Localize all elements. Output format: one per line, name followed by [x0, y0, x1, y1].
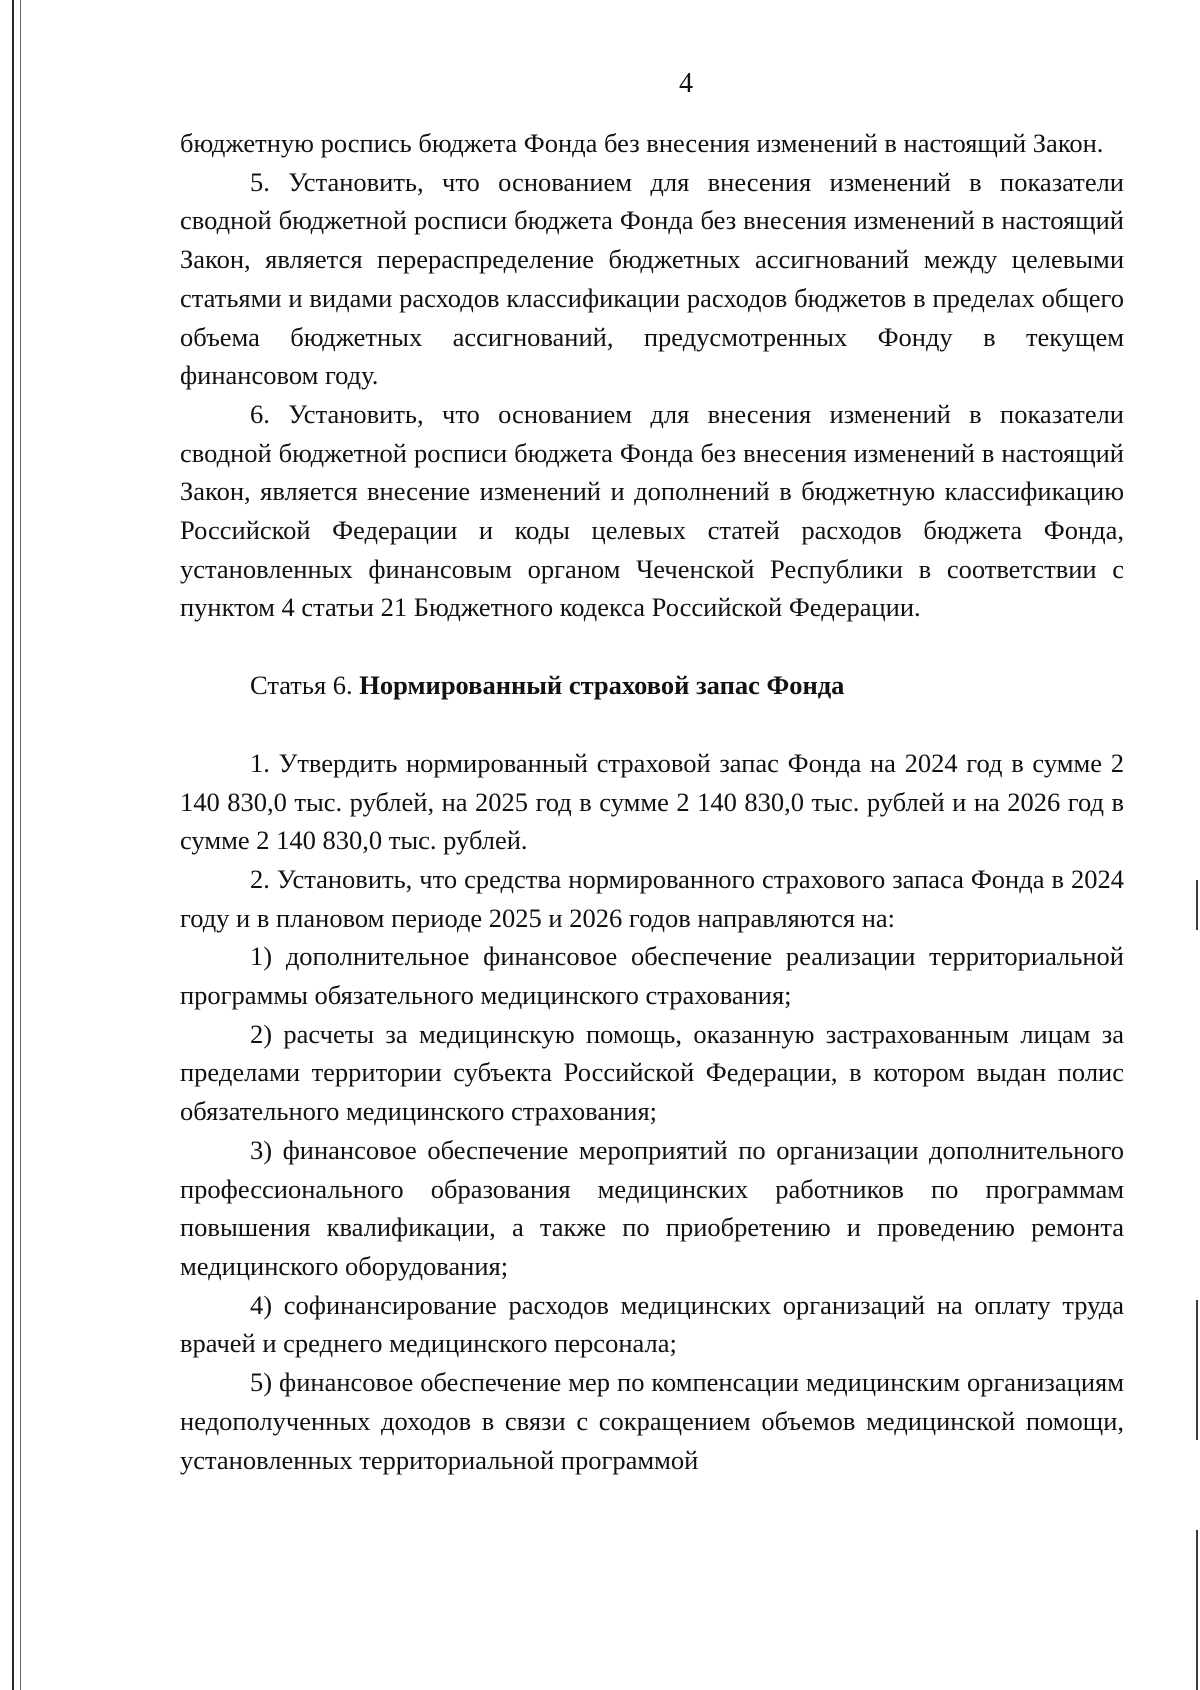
scan-edge-left-inner — [20, 0, 21, 1690]
scan-edge-right-mark — [1196, 1300, 1198, 1440]
article-title: Нормированный страховой запас Фонда — [359, 670, 845, 701]
list-item-3: 3) финансовое обеспечение мероприятий по организации дополнительного профессионального образования медицинских работников по программам повышения квалификации, а также по приобретению и проведению ремонта медицинского оборудования; — [180, 1134, 1124, 1281]
scan-edge-right-mark — [1196, 880, 1198, 930]
list-item-1: 1) дополнительное финансовое обеспечение реализации территориальной программы обязательного медицинского страхования; — [180, 941, 1124, 1011]
article-paragraph-2: 2. Установить, что средства нормированного страхового запаса Фонда в 2024 году и в плановом периоде 2025 и 2026 годов направляются на: — [180, 863, 1124, 933]
paragraph-5: 5. Установить, что основанием для внесения изменений в показатели сводной бюджетной росписи бюджета Фонда без внесения изменений в настоящий Закон, является перераспределение бюджетных ассигнований между целевыми статьями и видами расходов классификации расходов бюджетов в пределах общего объема бюджетных ассигнований, предусмотренных Фонду в текущем финансовом году. — [180, 166, 1124, 391]
document-body — [180, 124, 1124, 1479]
article-heading — [180, 666, 1124, 705]
paragraph-continuation: бюджетную роспись бюджета Фонда без внесения изменений в настоящий Закон. — [180, 128, 1104, 158]
page-number: 4 — [679, 68, 693, 99]
scan-edge-left — [12, 0, 14, 1690]
list-item-5: 5) финансовое обеспечение мер по компенсации медицинским организациям недополученных доходов в связи с сокращением объемов медицинской помощи, установленных территориальной программой — [180, 1367, 1124, 1475]
paragraph-6: 6. Установить, что основанием для внесения изменений в показатели сводной бюджетной росписи бюджета Фонда без внесения изменений в настоящий Закон, является внесение изменений и дополнений в бюджетную классификацию Российской Федерации и коды целевых статей расходов бюджета Фонда, установленных финансовым органом Чеченской Республики в соответствии с пунктом 4 статьи 21 Бюджетного кодекса Российской Федерации. — [180, 398, 1124, 623]
article-paragraph-1: 1. Утвердить нормированный страховой запас Фонда на 2024 год в сумме 2 140 830,0 тыс. рублей, на 2025 год в сумме 2 140 830,0 тыс. рублей и на 2026 год в сумме 2 140 830,0 тыс. рублей. — [180, 747, 1124, 856]
list-item-4: 4) софинансирование расходов медицинских организаций на оплату труда врачей и среднего медицинского персонала; — [180, 1289, 1124, 1359]
article-prefix: Статья 6. — [250, 670, 353, 701]
scan-edge-right-mark — [1196, 1530, 1198, 1690]
list-item-2: 2) расчеты за медицинскую помощь, оказанную застрахованным лицам за пределами территории субъекта Российской Федерации, в котором выдан полис обязательного медицинского страхования; — [180, 1018, 1124, 1127]
